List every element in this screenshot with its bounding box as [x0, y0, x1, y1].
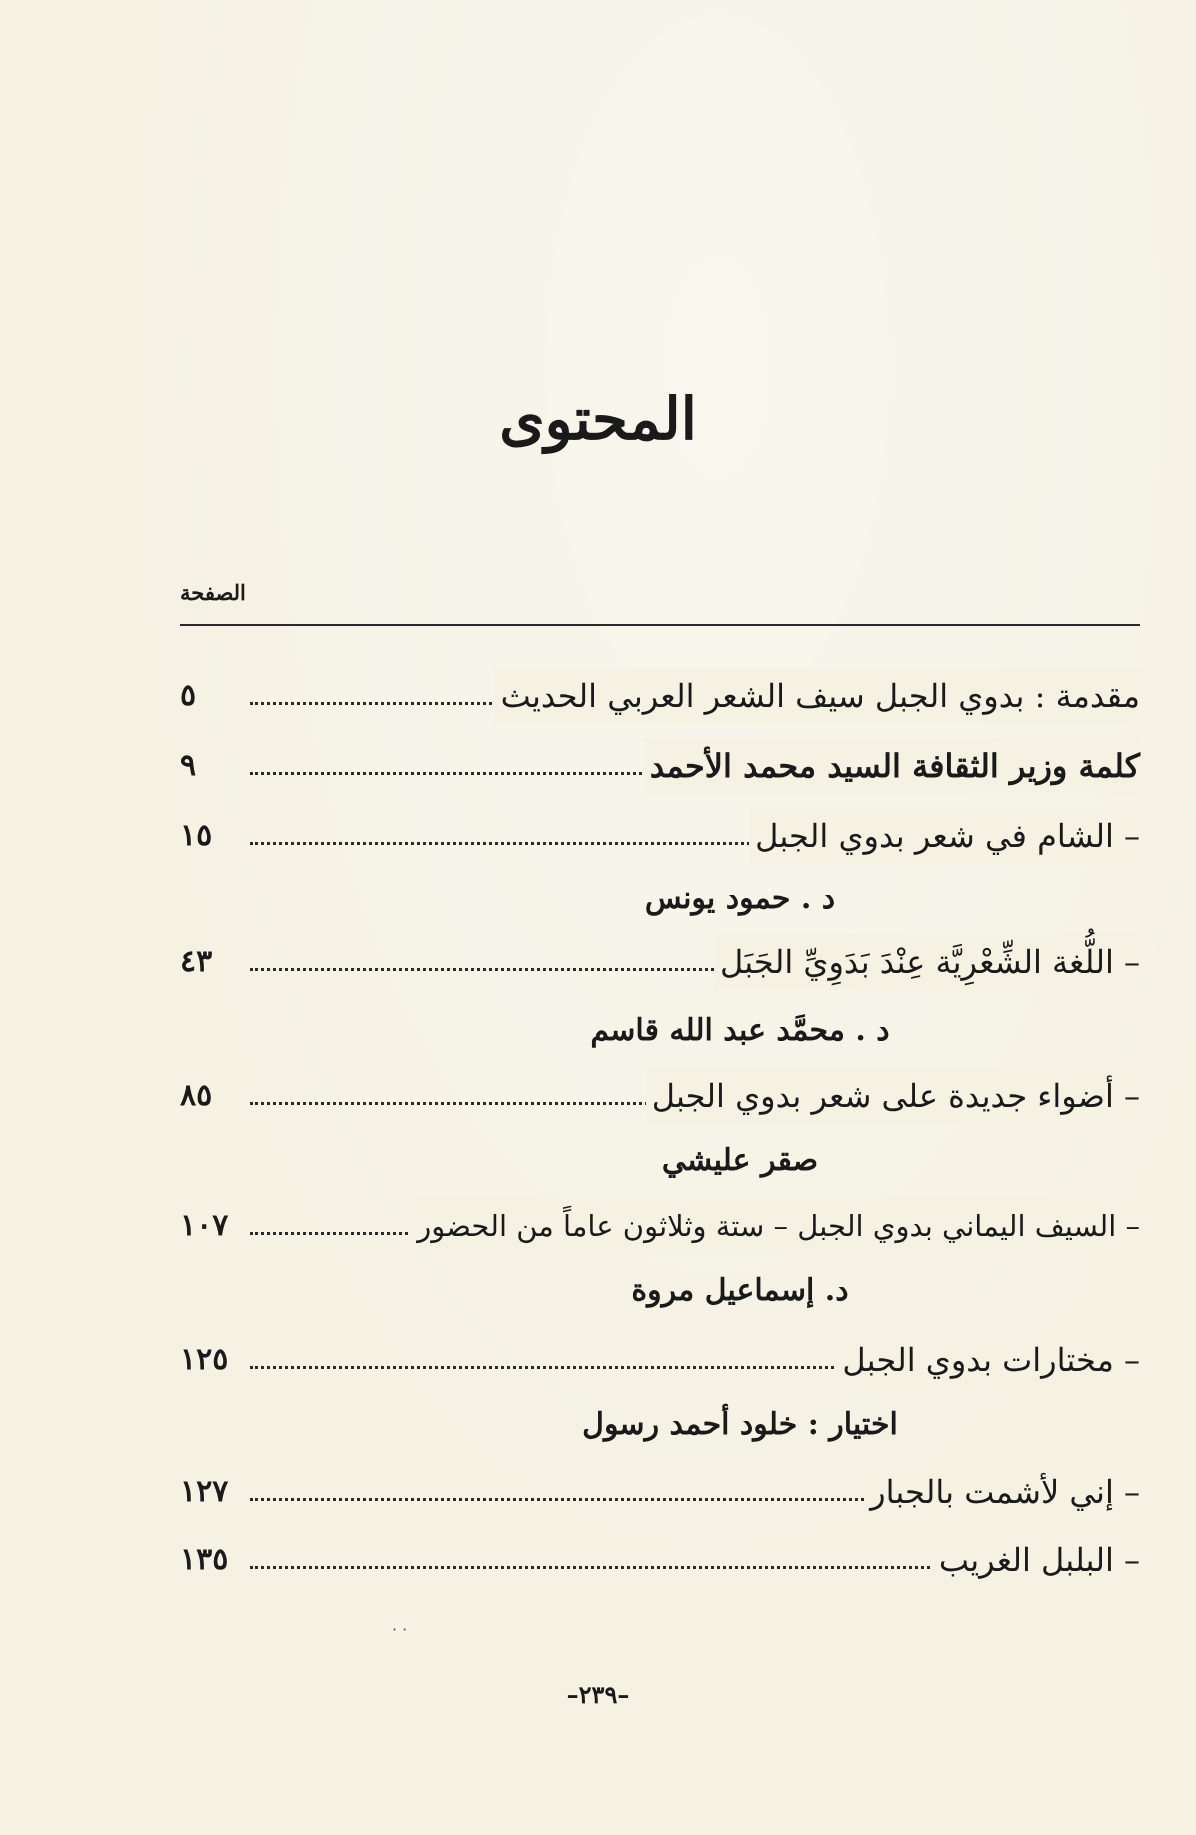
toc-entry — [180, 738, 1140, 802]
toc-entry-page: ٤٣ — [180, 944, 213, 979]
toc-entry — [180, 934, 1140, 998]
toc-entry-title: – أضواء جديدة على شعر بدوي الجبل — [646, 1068, 1140, 1124]
toc-entry-page: ١٥ — [180, 818, 213, 853]
toc-entry-title: – البلبل الغريب — [933, 1532, 1140, 1588]
toc-entry-author: د . محمَّد عبد الله قاسم — [590, 1013, 890, 1048]
toc-entry-title: مقدمة : بدوي الجبل سيف الشعر العربي الحديث — [495, 668, 1140, 724]
toc-entry — [180, 1532, 1140, 1596]
toc-entry-title: – إني لأشمت بالجبار — [864, 1464, 1140, 1520]
toc-entry — [180, 1332, 1140, 1396]
toc-entry — [180, 1068, 1140, 1132]
toc-entry-page: ١٣٥ — [180, 1542, 229, 1577]
toc-entry — [180, 808, 1140, 872]
toc-entry — [180, 668, 1140, 732]
toc-entry-page: ٨٥ — [180, 1078, 213, 1113]
paper-speck: · · — [392, 1620, 408, 1639]
toc-entry-page: ١٢٧ — [180, 1474, 229, 1509]
page-column-header: الصفحة — [180, 580, 246, 605]
page-title: المحتوى — [499, 385, 697, 453]
toc-entry-author: د. إسماعيل مروة — [631, 1273, 849, 1308]
toc-entry-title: – مختارات بدوي الجبل — [836, 1332, 1140, 1388]
toc-entry-title: – الشام في شعر بدوي الجبل — [749, 808, 1140, 864]
toc-entry-title: كلمة وزير الثقافة السيد محمد الأحمد — [644, 738, 1140, 794]
toc-entry-page: ٩ — [180, 748, 197, 783]
toc-entry-page: ١٠٧ — [180, 1208, 229, 1243]
toc-entry-page: ١٢٥ — [180, 1342, 229, 1377]
toc-entry-author: د . حمود يونس — [644, 881, 836, 916]
toc-entry-title: – السيف اليماني بدوي الجبل – ستة وثلاثون عاماً من الحضور — [411, 1198, 1140, 1254]
toc-entry-author: صقر عليشي — [661, 1143, 819, 1178]
toc-entry-page: ٥ — [180, 678, 197, 713]
toc-entry-title: – اللُّغة الشِّعْرِيَّة عِنْدَ بَدَوِيِّ الجَبَل — [714, 934, 1140, 990]
toc-entry-author: اختيار : خلود أحمد رسول — [582, 1407, 898, 1442]
header-divider — [180, 624, 1140, 626]
toc-entry — [180, 1198, 1140, 1262]
toc-entry — [180, 1464, 1140, 1528]
page-number-footer: –٢٣٩– — [566, 1680, 630, 1709]
